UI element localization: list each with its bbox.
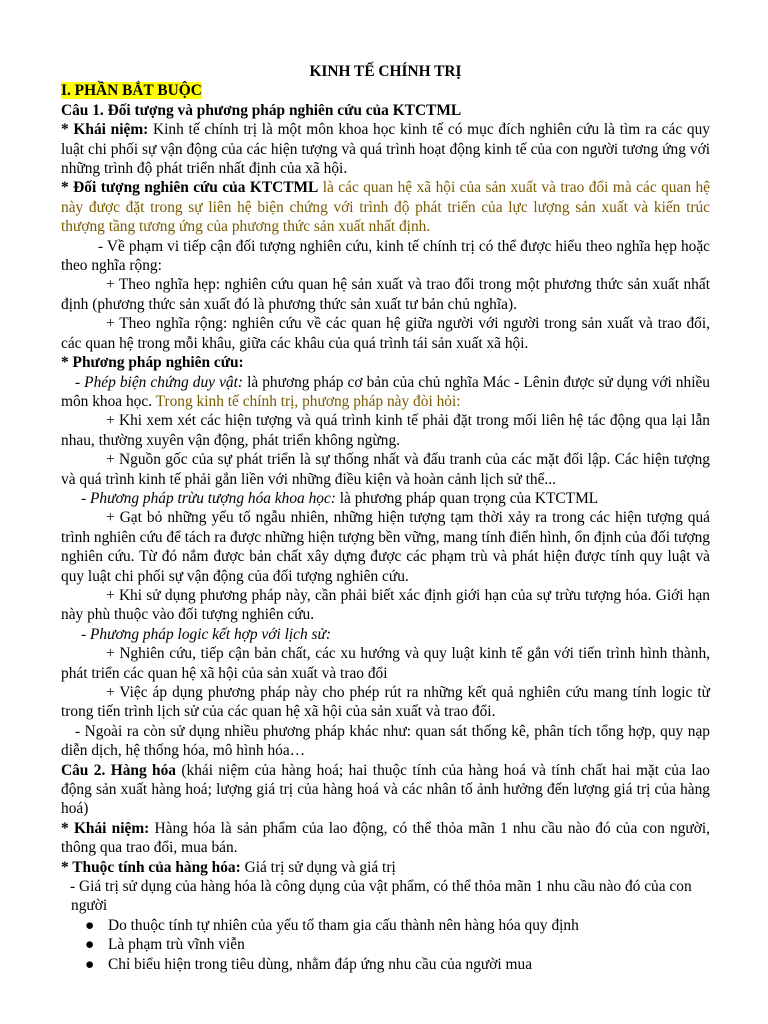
q1-other-methods: - Ngoài ra còn sử dụng nhiều phương pháp khác như: quan sát thống kê, phân tích tổng hợp, quy nạp diễn dịch, hệ thống hóa, mô hình hóa… — [61, 722, 710, 760]
q1-dialectic-olive-text: Trong kinh tế chính trị, phương pháp này đòi hỏi: — [152, 392, 461, 410]
bullet-icon: ● — [85, 955, 95, 973]
q1-dialectic-paragraph — [61, 373, 710, 412]
q2-attributes-paragraph — [61, 858, 710, 877]
q1-method-heading: * Phương pháp nghiên cứu: — [61, 354, 244, 372]
q2-concept-label: * Khái niệm: — [61, 819, 150, 837]
list-item — [85, 935, 710, 954]
document-title: KINH TẾ CHÍNH TRỊ — [309, 63, 462, 80]
bullet-icon: ● — [85, 916, 95, 934]
list-item-text: Do thuộc tính tự nhiên của yếu tố tham gia cấu thành nên hàng hóa quy định — [108, 916, 579, 934]
q2-use-value-paragraph: - Giá trị sử dụng của hàng hóa là công dụng của vật phẩm, có thể thỏa mãn 1 nhu cầu nào đó của con người — [70, 878, 692, 915]
q1-logic-paragraph — [61, 625, 710, 644]
list-item — [85, 955, 710, 974]
q1-concept-paragraph — [61, 120, 710, 178]
q1-object-paragraph — [61, 178, 710, 236]
q1-logic-label: - Phương pháp logic kết hợp với lịch sử: — [81, 625, 332, 643]
q1-dialectic-point-2: + Nguồn gốc của sự phát triển là sự thống nhất và đấu tranh của các mặt đối lập. Các hiện tượng và quá trình kinh tế phải gắn liền với những điều kiện và hoàn cảnh lịch sử thể... — [61, 451, 710, 488]
question-1-heading: Câu 1. Đối tượng và phương pháp nghiên cứu của KTCTML — [61, 101, 462, 119]
q1-broad-sense: + Theo nghĩa rộng: nghiên cứu về các quan hệ giữa người với người trong sản xuất và trao đổi, các quan hệ trong mỗi khâu, giữa các khâu của quá trình tái sản xuất xã hội. — [61, 315, 710, 352]
q1-abstraction-text: là phương pháp quan trọng của KTCTML — [335, 489, 599, 507]
q2-concept-paragraph — [61, 819, 710, 858]
q2-heading-rest: (khái niệm của hàng hoá; hai thuộc tính của hàng hoá và tính chất hai mặt của lao động sản xuất hàng hoá; lượng giá trị của hàng hoá và các nhân tố ảnh hưởng đến lượng giá trị của hàng hoá) — [61, 761, 710, 818]
q1-abstraction-label: - Phương pháp trừu tượng hóa khoa học: — [81, 489, 336, 507]
q1-scope-intro: - Về phạm vi tiếp cận đối tượng nghiên cứu, kinh tế chính trị có thể được hiểu theo nghĩa hẹp hoặc theo nghĩa rộng: — [61, 237, 710, 275]
question-2-heading — [61, 761, 710, 819]
q1-abstraction-paragraph — [61, 489, 710, 508]
q2-heading-label: Câu 2. Hàng hóa — [61, 761, 176, 779]
q1-abstraction-point-1: + Gạt bỏ những yếu tố ngẫu nhiên, những hiện tượng tạm thời xảy ra trong các hiện tượng quá trình nghiên cứu để tách ra được những hiện tượng bền vững, mang tính điển hình, ổn định của đối tượng nghiên cứu. Từ đó nắm được bản chất xây dựng được các phạm trù và phát hiện được tính quy luật và quy luật chi phối sự vận động của đối tượng nghiên cứu. — [61, 509, 710, 585]
q1-object-text: là các quan hệ xã hội của sản xuất và trao đổi mà các quan hệ này được đặt trong sự liên hệ biện chứng với trình độ phát triển của lực lượng sản xuất và kiến trúc thượng tầng tương ứng của phương thức sản xuất nhất định. — [61, 179, 711, 236]
q2-concept-text: Hàng hóa là sản phẩm của lao động, có thể thỏa mãn 1 nhu cầu nào đó của con người, thông qua trao đổi, mua bán. — [61, 819, 711, 857]
q1-dialectic-text: là phương pháp cơ bản của chủ nghĩa Mác - Lênin được sử dụng với nhiều môn khoa học. — [61, 373, 711, 410]
q1-dialectic-point-1: + Khi xem xét các hiện tượng và quá trình kinh tế phải đặt trong mối liên hệ tác động qua lại lẫn nhau, thường xuyên vận động, phát triển không ngừng. — [61, 412, 710, 449]
q1-logic-point-2: + Việc áp dụng phương pháp này cho phép rút ra những kết quả nghiên cứu mang tính logic từ trong tiến trình lịch sử của các quan hệ xã hội của sản xuất và trao đổi. — [61, 684, 710, 721]
q2-use-value-bullet-list — [61, 916, 710, 974]
list-item-text: Là phạm trù vĩnh viễn — [108, 936, 245, 954]
q1-dialectic-label: - Phép biện chứng duy vật: — [75, 373, 244, 391]
list-item-text: Chỉ biểu hiện trong tiêu dùng, nhằm đáp ứng nhu cầu của người mua — [108, 955, 533, 973]
q1-concept-text: Kinh tế chính trị là một môn khoa học kinh tế có mục đích nghiên cứu là tìm ra các quy luật chi phối sự vận động của các hiện tượng và quá trình hoạt động kinh tế của con người tương ứng với những trình độ phát triển nhất định của xã hội. — [61, 121, 710, 178]
section-heading-highlight: I. PHẦN BẮT BUỘC — [61, 82, 202, 100]
q1-abstraction-point-2: + Khi sử dụng phương pháp này, cần phải biết xác định giới hạn của sự trừu tượng hóa. Giới hạn này phù thuộc vào đối tượng nghiên cứu. — [61, 586, 710, 624]
section-heading — [61, 81, 710, 100]
q2-attributes-text: Giá trị sử dụng và giá trị — [240, 858, 396, 876]
q2-attributes-label: * Thuộc tính của hàng hóa: — [61, 858, 241, 876]
q1-narrow-sense: + Theo nghĩa hẹp: nghiên cứu quan hệ sản xuất và trao đổi trong một phương thức sản xuất nhất định (phương thức sản xuất đó là phương thức sản xuất tư bản chủ nghĩa). — [61, 276, 710, 313]
bullet-icon: ● — [85, 936, 95, 954]
q1-logic-point-1: + Nghiên cứu, tiếp cận bản chất, các xu hướng và quy luật kinh tế gắn với tiến trình hình thành, phát triển các quan hệ xã hội của sản xuất và trao đổi — [61, 645, 710, 682]
q1-object-label: * Đối tượng nghiên cứu của KTCTML — [61, 179, 319, 197]
q1-concept-label: * Khái niệm: — [61, 121, 149, 139]
list-item — [85, 916, 710, 935]
